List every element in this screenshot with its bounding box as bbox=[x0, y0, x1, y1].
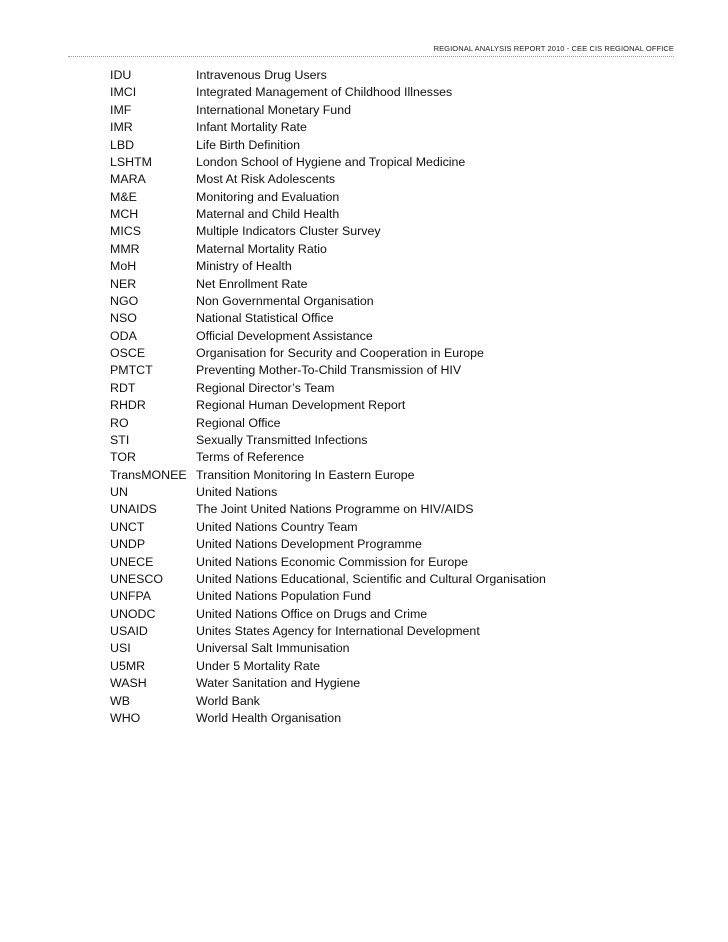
abbreviation-definition: Under 5 Mortality Rate bbox=[196, 658, 320, 673]
abbreviation-row bbox=[110, 449, 680, 466]
abbreviation-definition: Multiple Indicators Cluster Survey bbox=[196, 224, 381, 239]
abbreviation-definition: National Statistical Office bbox=[196, 311, 334, 326]
abbreviation-definition: Infant Mortality Rate bbox=[196, 120, 307, 135]
abbreviation-code: IMCI bbox=[110, 85, 137, 100]
abbreviation-code: UNESCO bbox=[110, 571, 164, 586]
abbreviation-code: MARA bbox=[110, 172, 146, 187]
abbreviation-code: MICS bbox=[110, 224, 141, 239]
abbreviation-row bbox=[110, 154, 680, 171]
abbreviation-row bbox=[110, 658, 680, 675]
abbreviation-code: RHDR bbox=[110, 398, 146, 413]
abbreviation-definition: Ministry of Health bbox=[196, 259, 292, 274]
abbreviation-definition: United Nations Economic Commission for Europe bbox=[196, 554, 469, 569]
abbreviation-code: MMR bbox=[110, 241, 140, 256]
abbreviation-code: IMR bbox=[110, 120, 133, 135]
abbreviation-code: M&E bbox=[110, 189, 137, 204]
abbreviation-code: TOR bbox=[110, 450, 136, 465]
abbreviation-definition: Non Governmental Organisation bbox=[196, 293, 374, 308]
abbreviation-definition: Net Enrollment Rate bbox=[196, 276, 308, 291]
abbreviation-code: ODA bbox=[110, 328, 137, 343]
abbreviation-row bbox=[110, 171, 680, 188]
header-divider bbox=[68, 56, 674, 57]
abbreviation-definition: United Nations Country Team bbox=[196, 519, 358, 534]
abbreviation-definition: Integrated Management of Childhood Illnesses bbox=[196, 85, 453, 100]
abbreviation-code: LBD bbox=[110, 137, 135, 152]
abbreviation-definition: The Joint United Nations Programme on HIV/AIDS bbox=[196, 502, 474, 517]
abbreviation-row bbox=[110, 710, 680, 727]
abbreviation-code: WHO bbox=[110, 710, 141, 725]
abbreviation-row bbox=[110, 258, 680, 275]
running-header: REGIONAL ANALYSIS REPORT 2010 - CEE CIS REGIONAL OFFICE bbox=[433, 44, 674, 53]
abbreviation-row bbox=[110, 206, 680, 223]
abbreviation-code: UN bbox=[110, 485, 128, 499]
abbreviation-row bbox=[110, 571, 680, 588]
abbreviation-definition: Maternal Mortality Ratio bbox=[196, 241, 327, 256]
abbreviation-row bbox=[110, 588, 680, 605]
abbreviation-code: RO bbox=[110, 415, 129, 430]
abbreviation-row bbox=[110, 223, 680, 240]
abbreviation-row bbox=[110, 640, 680, 657]
abbreviation-code: UNAIDS bbox=[110, 502, 157, 517]
abbreviation-row bbox=[110, 293, 680, 310]
abbreviation-definition: United Nations Educational, Scientific and Cultural Organisation bbox=[196, 571, 546, 586]
abbreviation-definition: World Health Organisation bbox=[196, 710, 342, 725]
abbreviation-definition: Regional Human Development Report bbox=[196, 398, 406, 413]
abbreviation-definition: Water Sanitation and Hygiene bbox=[196, 676, 361, 691]
abbreviation-row bbox=[110, 84, 680, 101]
abbreviation-code: IDU bbox=[110, 68, 132, 82]
abbreviation-code: UNFPA bbox=[110, 589, 152, 604]
abbreviation-definition: Most At Risk Adolescents bbox=[196, 172, 336, 187]
abbreviation-code: RDT bbox=[110, 380, 136, 395]
abbreviation-row bbox=[110, 137, 680, 154]
abbreviation-definition: United Nations Development Programme bbox=[196, 537, 422, 552]
abbreviation-row bbox=[110, 380, 680, 397]
abbreviation-row bbox=[110, 345, 680, 362]
abbreviation-row bbox=[110, 467, 680, 484]
abbreviation-code: USAID bbox=[110, 624, 148, 638]
abbreviation-code: UNDP bbox=[110, 537, 146, 552]
abbreviation-definition: Transition Monitoring In Eastern Europe bbox=[196, 467, 415, 482]
abbreviation-definition: Regional Director’s Team bbox=[196, 380, 335, 395]
abbreviation-row bbox=[110, 536, 680, 553]
abbreviation-row bbox=[110, 189, 680, 206]
abbreviation-row bbox=[110, 119, 680, 136]
abbreviation-code: PMTCT bbox=[110, 363, 153, 378]
abbreviation-row bbox=[110, 606, 680, 623]
abbreviation-definition: United Nations Population Fund bbox=[196, 589, 371, 604]
abbreviation-row bbox=[110, 276, 680, 293]
abbreviation-list bbox=[110, 67, 680, 727]
abbreviation-code: MoH bbox=[110, 259, 137, 274]
abbreviation-row bbox=[110, 415, 680, 432]
abbreviation-code: UNCT bbox=[110, 519, 145, 534]
abbreviation-code: STI bbox=[110, 432, 130, 447]
abbreviation-row bbox=[110, 310, 680, 327]
abbreviation-row bbox=[110, 501, 680, 518]
abbreviation-code: UNECE bbox=[110, 554, 154, 569]
abbreviation-code: UNODC bbox=[110, 606, 156, 621]
abbreviation-row bbox=[110, 397, 680, 414]
abbreviation-definition: Unites States Agency for International Development bbox=[196, 624, 480, 638]
abbreviation-definition: International Monetary Fund bbox=[196, 102, 351, 117]
abbreviation-row bbox=[110, 362, 680, 379]
abbreviation-row bbox=[110, 67, 680, 84]
abbreviation-code: OSCE bbox=[110, 346, 146, 360]
abbreviation-definition: Terms of Reference bbox=[196, 450, 305, 465]
abbreviation-row bbox=[110, 519, 680, 536]
abbreviation-row bbox=[110, 623, 680, 640]
abbreviation-definition: Organisation for Security and Cooperation in Europe bbox=[196, 346, 484, 360]
abbreviation-definition: Sexually Transmitted Infections bbox=[196, 432, 368, 447]
abbreviation-row bbox=[110, 693, 680, 710]
abbreviation-definition: United Nations Office on Drugs and Crime bbox=[196, 606, 428, 621]
abbreviation-row bbox=[110, 554, 680, 571]
abbreviation-definition: Intravenous Drug Users bbox=[196, 68, 327, 82]
abbreviation-code: U5MR bbox=[110, 658, 146, 673]
abbreviation-definition: Monitoring and Evaluation bbox=[196, 189, 340, 204]
abbreviation-row bbox=[110, 484, 680, 501]
abbreviation-row bbox=[110, 675, 680, 692]
abbreviation-code: NSO bbox=[110, 311, 137, 326]
abbreviation-definition: World Bank bbox=[196, 693, 260, 708]
abbreviation-definition: Universal Salt Immunisation bbox=[196, 641, 350, 656]
abbreviation-code: LSHTM bbox=[110, 154, 152, 169]
abbreviation-code: MCH bbox=[110, 207, 139, 221]
abbreviation-row bbox=[110, 328, 680, 345]
abbreviation-code: IMF bbox=[110, 102, 132, 117]
abbreviation-code: NER bbox=[110, 276, 137, 291]
abbreviation-definition: Preventing Mother-To-Child Transmission of HIV bbox=[196, 363, 462, 378]
abbreviation-definition: Official Development Assistance bbox=[196, 328, 373, 343]
abbreviation-definition: Maternal and Child Health bbox=[196, 207, 340, 221]
abbreviation-definition: United Nations bbox=[196, 485, 278, 499]
abbreviation-definition: Regional Office bbox=[196, 415, 281, 430]
abbreviation-row bbox=[110, 102, 680, 119]
abbreviation-definition: London School of Hygiene and Tropical Medicine bbox=[196, 154, 466, 169]
abbreviation-code: USI bbox=[110, 641, 131, 656]
abbreviation-definition: Life Birth Definition bbox=[196, 137, 300, 152]
abbreviation-row bbox=[110, 432, 680, 449]
abbreviation-code: WASH bbox=[110, 676, 147, 691]
abbreviation-code: TransMONEE bbox=[110, 467, 187, 482]
abbreviation-code: WB bbox=[110, 693, 130, 708]
abbreviation-code: NGO bbox=[110, 293, 139, 308]
abbreviation-row bbox=[110, 241, 680, 258]
